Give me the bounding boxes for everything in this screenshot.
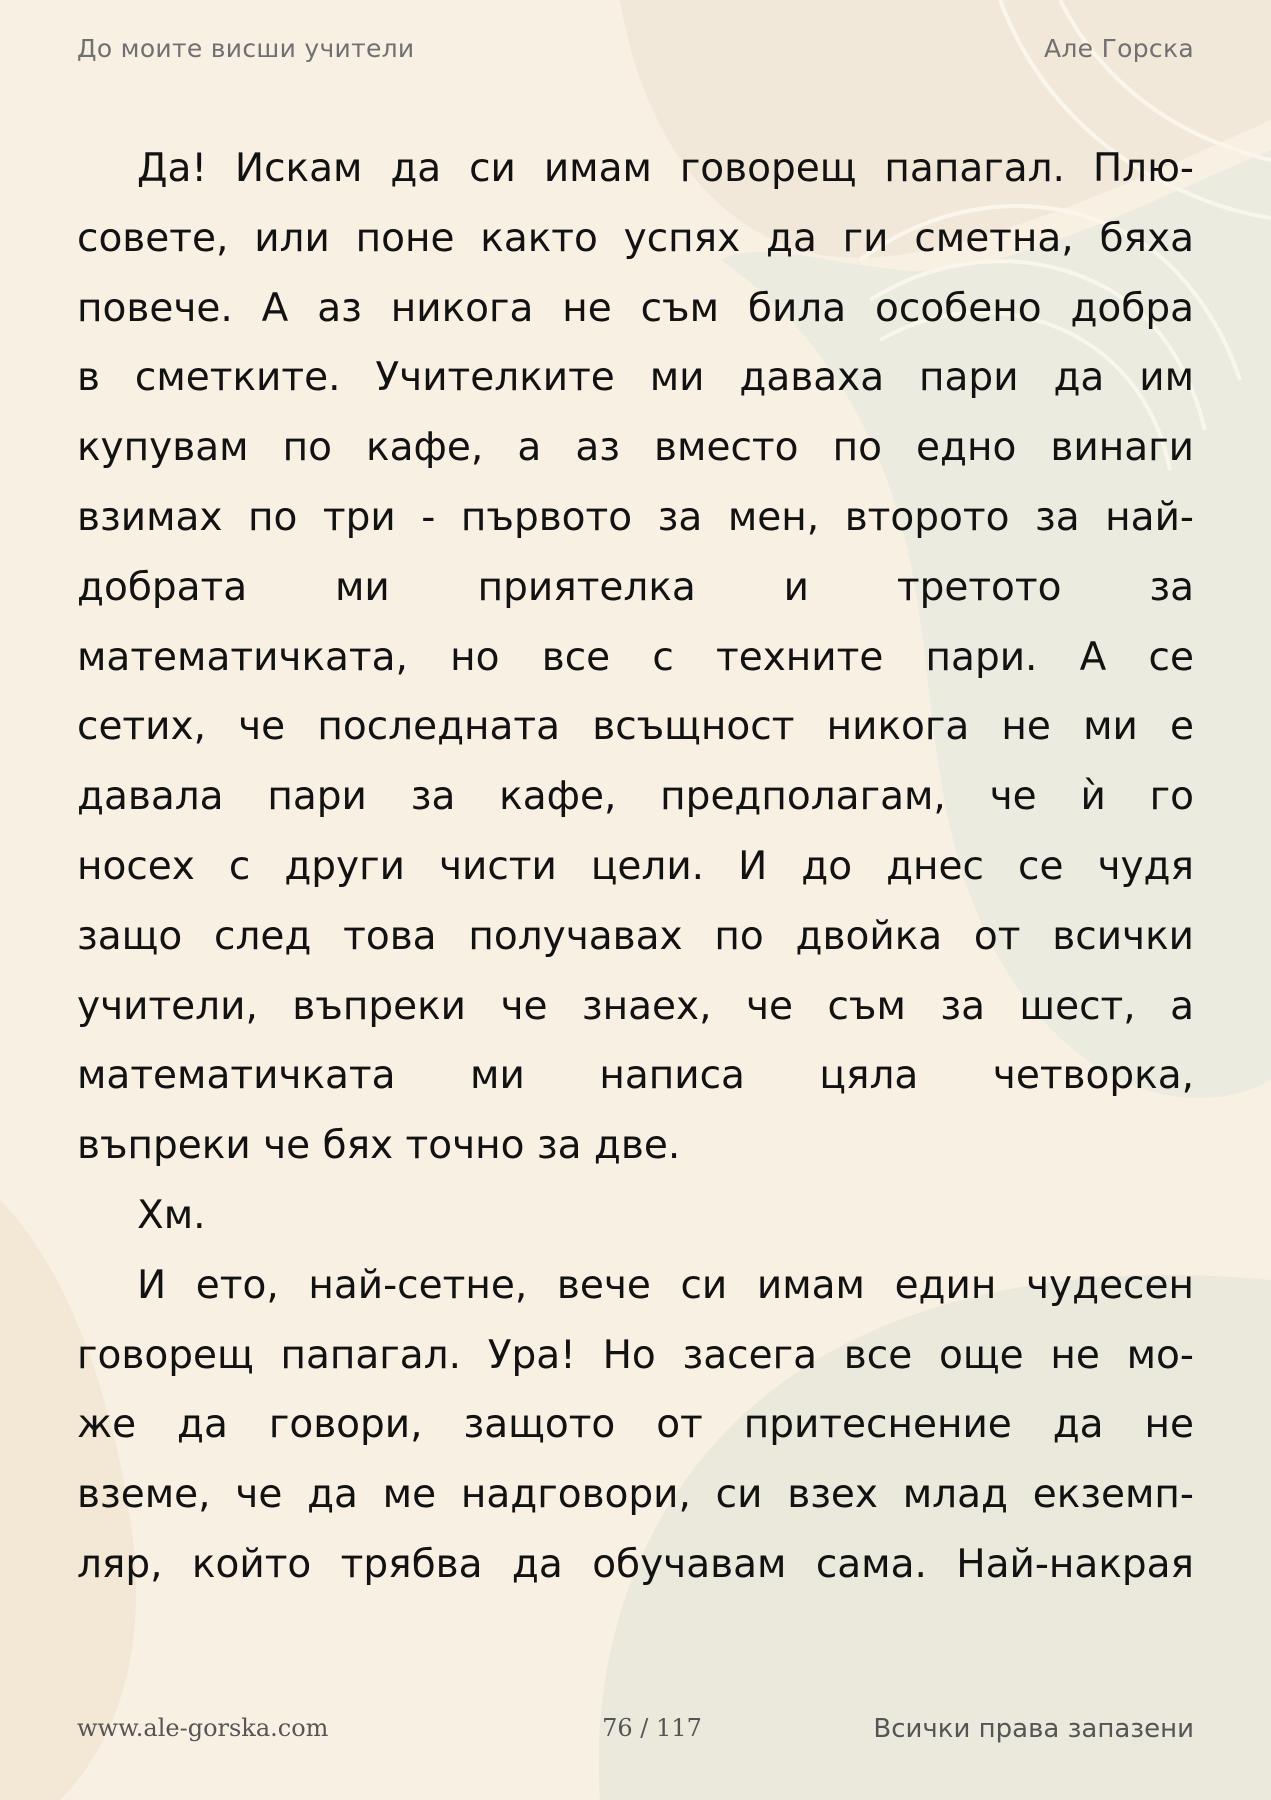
text-line: учители, въпреки че знаех, че съм за шест, а [77, 983, 1194, 1029]
text-line: носех с други чисти цели. И до днес се чудя [77, 843, 1194, 889]
body-text [77, 134, 1194, 1600]
text-line: И ето, най-сетне, вече си имам един чудесен [137, 1262, 1194, 1308]
text-line: взимах по три - първото за мен, второто за най- [77, 494, 1194, 540]
text-line: Да! Искам да си имам говорещ папагал. Плю- [137, 146, 1194, 191]
page-footer [77, 1714, 1194, 1748]
text-line: математичката ми написа цяла четворка, [77, 1053, 1194, 1099]
text-line: въпреки че бях точно за две. [77, 1123, 681, 1169]
text-line: же да говори, защото от притеснение да не [77, 1402, 1194, 1448]
text-line: говорещ папагал. Ура! Но засега все още не мо- [77, 1332, 1194, 1378]
text-line: вземе, че да ме надговори, си взех млад екземп- [77, 1472, 1194, 1518]
website-link[interactable]: www.ale-gorska.com [77, 1714, 329, 1742]
text-line: защо след това получавах по двойка от всички [77, 913, 1194, 959]
book-title: До моите висши учители [77, 34, 415, 63]
copyright-notice: Всички права запазени [873, 1714, 1194, 1744]
text-line: в сметките. Учителките ми даваха пари да им [77, 355, 1194, 401]
author-name: Але Горска [1044, 34, 1194, 63]
text-line: повече. А аз никога не съм била особено добра [77, 285, 1194, 331]
text-line: сетих, че последната всъщност никога не ми е [77, 704, 1194, 750]
text-line: ляр, който трябва да обучавам сама. Най-накрая [77, 1541, 1194, 1587]
text-line: давала пари за кафе, предполагам, че ѝ го [77, 774, 1194, 820]
text-line: купувам по кафе, а аз вместо по едно винаги [77, 425, 1194, 471]
text-line: добрата ми приятелка и третото за [77, 564, 1194, 610]
page-number: 76 / 117 [602, 1714, 702, 1742]
page-header [77, 34, 1194, 68]
text-line: Хм. [137, 1192, 206, 1238]
text-line: математичката, но все с техните пари. А се [77, 634, 1194, 680]
text-line: совете, или поне както успях да ги сметна, бяха [77, 215, 1194, 261]
